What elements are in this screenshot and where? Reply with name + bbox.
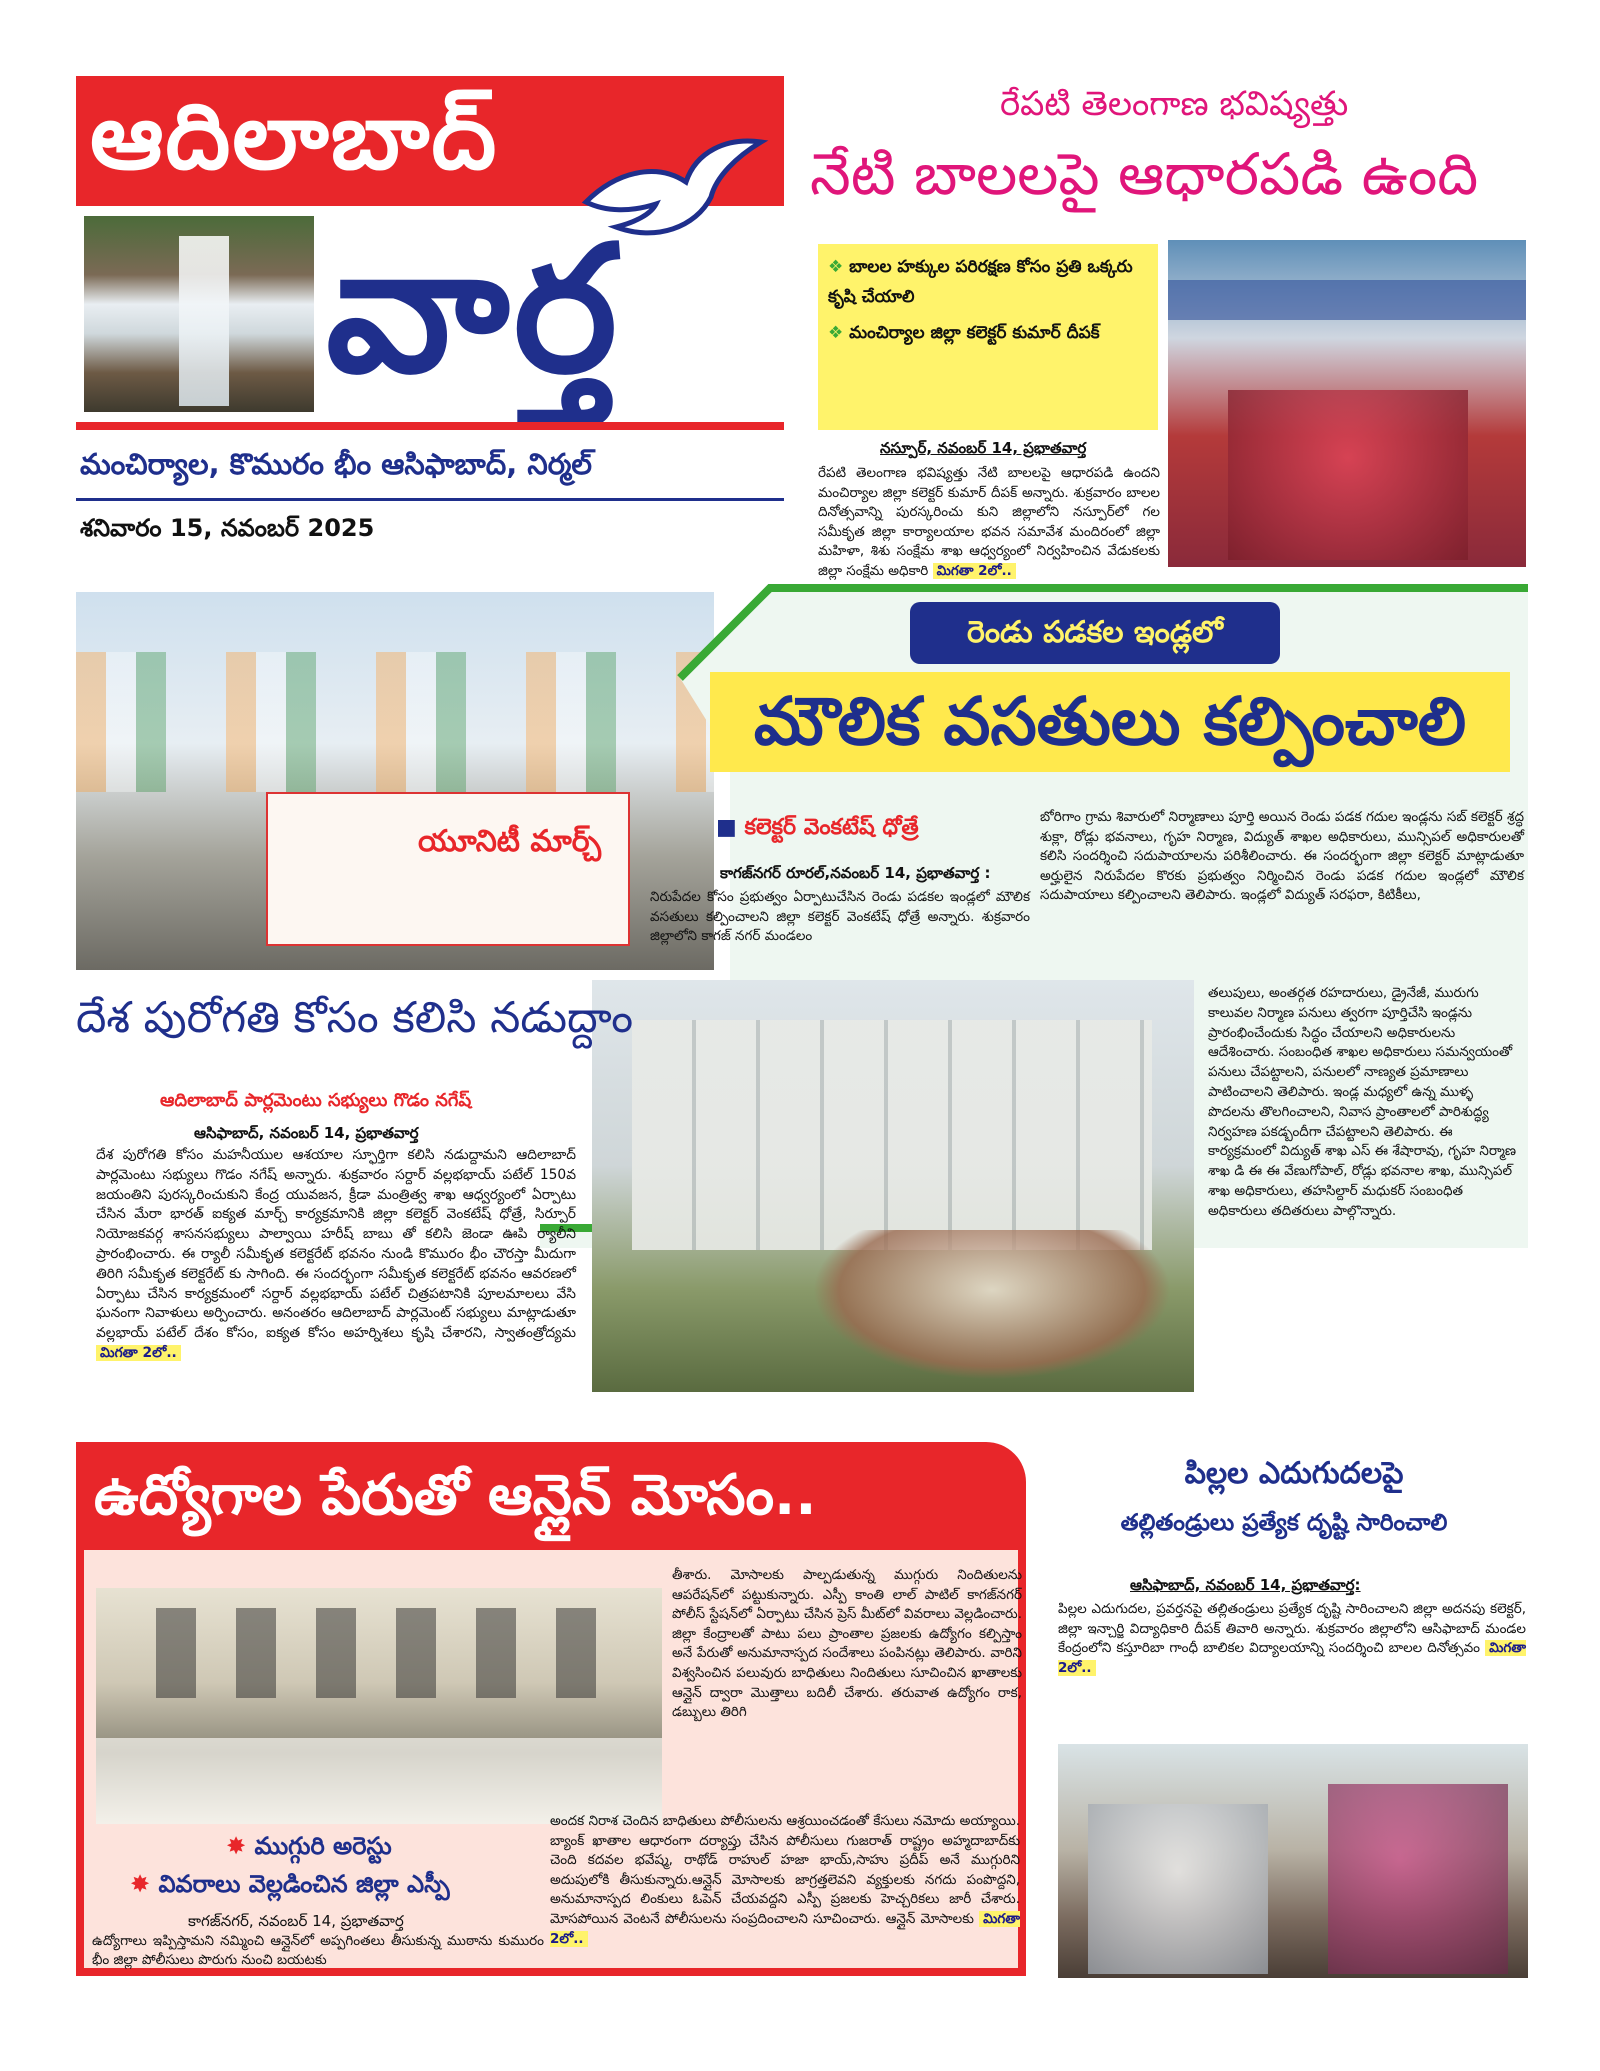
story5-headline-2: తల్లితండ్రులు ప్రత్యేక దృష్టి సారించాలి [1120, 1510, 1448, 1536]
story4-bullet-2: ✸ వివరాలు వెల్లడించిన జిల్లా ఎస్పీ [130, 1870, 450, 1898]
story3-headline: దేశ పురోగతి కోసం కలిసి నడుద్దాం [76, 993, 634, 1043]
story1-dateline: నస్పూర్, నవంబర్ 14, ప్రభాతవార్త [880, 439, 1087, 457]
masthead-bottom-rule [76, 498, 784, 501]
story4-more-link[interactable]: మిగతా 2లో.. [550, 1910, 1020, 1947]
story5-more-link[interactable]: మిగతా 2లో.. [1058, 1640, 1526, 1676]
story1-body: రేపటి తెలంగాణ భవిష్యత్తు నేటి బాలలపై ఆధారపడి ఉందని మంచిర్యాల జిల్లా కలెక్టర్ కుమార్ దీపక్ అన్నారు. శుక్రవారం బాలల దినోత్సవాన్ని పురస్కరించు కుని జిల్లాలోని నస్పూర్‌లో గల సమీకృత జిల్లా కార్యాలయాల భవన సమావేశ మందిరంలో జిల్లా మహిళా, శిశు సంక్షేమ శాఖ ఆధ్వర్యంలో నిర్వహించిన వేడుకలకు జిల్లా సంక్షేమ అధికారి [818, 465, 1160, 579]
star-bullet-icon: ✸ [130, 1870, 151, 1898]
story1-bullet-2: ❖ మంచిర్యాల జిల్లా కలెక్టర్ కుమార్ దీపక్ [828, 323, 1100, 343]
story3-byline: ఆదిలాబాద్ పార్లమెంటు సభ్యులు గొడం నగేష్ [160, 1090, 472, 1111]
story1-bullets-box [818, 244, 1158, 430]
story4-bullet-1: ✸ ముగ్గురి అరెస్టు [226, 1832, 392, 1860]
story5-body-wrap [1058, 1600, 1526, 1700]
story2-kicker: రెండు పడకల ఇండ్లలో [967, 615, 1223, 650]
story1-kicker: రేపటి తెలంగాణ భవిష్యత్తు [1000, 84, 1349, 124]
story1-headline: నేటి బాలలపై ఆధారపడి ఉంది [810, 140, 1479, 208]
story2-body-c: తలుపులు, అంతర్గత రహదారులు, డ్రైనేజీ, మురుగు కాలువల నిర్మాణ పనులు త్వరగా పూర్తిచేసి ఇండ్లను ప్రారంభించేందుకు సిద్ధం చేయాలని అధికారులను ఆదేశించారు. సంబంధిత శాఖల అధికారులు సమన్వయంతో పనులు చేపట్టాలని, పనులలో నాణ్యత ప్రమాణాలు పాటించాలని తెలిపారు. ఇండ్ల మధ్యలో ఉన్న ముళ్ళ పొదలను తొలగించాలని, నివాస ప్రాంతాలలో పారిశుద్ధ్య నిర్వహణ పకడ్బందీగా చేపట్టాలని తెలిపారు. ఈ కార్యక్రమంలో విద్యుత్ శాఖ ఎస్ ఈ శేషారావు, గృహ నిర్మాణ శాఖ డి ఈ ఈ వేణుగోపాల్, రోడ్లు భవనాల శాఖ, మున్సిపల్ శాఖ అధికారులు, తహసిల్దార్ మధుకర్ సంబంధిత అధికారులు తదితరులు పాల్గొన్నారు. [1208, 985, 1517, 1219]
diamond-bullet-icon: ❖ [828, 257, 844, 277]
diamond-bullet-icon: ❖ [828, 323, 844, 343]
waterfall-photo [84, 216, 314, 412]
story2-body-c-wrap [1208, 984, 1524, 1384]
story3-more-link[interactable]: మిగతా 2లో.. [96, 1345, 181, 1361]
story2-byline: ■ కలెక్టర్ వెంకటేష్ ధోత్రే [716, 815, 919, 840]
story2-body-a-wrap [650, 888, 1030, 962]
story2-body-b-wrap [1040, 808, 1524, 984]
story1-photo [1168, 240, 1526, 567]
story4-body-c-wrap [550, 1812, 1020, 1970]
story2-headline: మౌలిక వసతులు కల్పించాలి [710, 672, 1510, 772]
story3-dateline: ఆసిఫాబాద్, నవంబర్ 14, ప్రభాతవార్త [194, 1124, 419, 1142]
story2-body-a: నిరుపేదల కోసం ప్రభుత్వం ఏర్పాటుచేసిన రెండు పడకల ఇండ్లలో మౌలిక వసతులు కల్పించాలని జిల్లా కలెక్టర్ వెంకటేష్ ధోత్రే అన్నారు. శుక్రవారం జిల్లాలోని కాగజ్ నగర్ మండలం [650, 889, 1030, 944]
story2-kicker-box [910, 602, 1280, 664]
unity-march-banner-title: యూనిటీ మార్చ్ [418, 824, 602, 859]
masthead-title-top: ఆదిలాబాద్ [90, 83, 499, 190]
masthead [76, 76, 784, 570]
story4-body-a-wrap [92, 1932, 544, 1972]
story4-dateline: కాగజ్‌నగర్, నవంబర్ 14, ప్రభాతవార్త [188, 1912, 404, 1930]
story4-headline: ఉద్యోగాల పేరుతో ఆన్లైన్ మోసం.. [94, 1463, 817, 1528]
story3-body-wrap [96, 1146, 576, 1432]
police-press-meet-photo [96, 1588, 662, 1824]
story5-headline-1: పిల్లల ఎదుగుదలపై [1184, 1456, 1404, 1491]
masthead-date: శనివారం 15, నవంబర్ 2025 [80, 514, 375, 542]
story5-body: పిల్లల ఎదుగుదల, ప్రవర్తనపై తల్లితండ్రులు ప్రత్యేక దృష్టి సారించాలని జిల్లా అదనపు కలెక్టర్, జిల్లా ఇన్చార్జి విద్యాధికారి దీపక్ తివారి అన్నారు. శుక్రవారం జిల్లాలోని ఆసిఫాబాద్ మండల కేంద్రంలోని కస్తూరిబా గాంధీ బాలికల విద్యాలయాన్ని సందర్శించి బాలల దినోత్సవం [1058, 1601, 1526, 1657]
story1-more-link[interactable]: మిగతా 2లో.. [933, 563, 1016, 579]
school-visit-photo [1058, 1744, 1528, 1978]
story1-body-wrap [818, 464, 1160, 579]
square-bullet-icon: ■ [716, 815, 737, 840]
star-bullet-icon: ✸ [226, 1832, 247, 1860]
housing-inspection-photo [592, 980, 1194, 1392]
story5-dateline: ఆసిఫాబాద్, నవంబర్ 14, ప్రభాతవార్త: [1130, 1576, 1361, 1594]
story-childrens-day [800, 76, 1528, 579]
story4-body-b-wrap [672, 1566, 1022, 1806]
story4-red-banner [76, 1442, 1026, 1550]
masthead-red-rule [76, 422, 784, 430]
story4-body-b: తీశారు. మోసాలకు పాల్పడుతున్న ముగ్గురు నిందితులను ఆపరేషన్‌లో పట్టుకున్నారు. ఎస్పీ కాంతి లాల్ పాటిల్ కాగజ్‌నగర్ పోలీస్ స్టేషన్‌లో ఏర్పాటు చేసిన ప్రెస్ మీట్‌లో వివరాలు వెల్లడించారు. జిల్లా కేంద్రాలతో పాటు పలు ప్రాంతాల ప్రజలకు ఉద్యోగం కల్పిస్తాం అనే పేరుతో అనుమానాస్పద సందేశాలు పంపినట్లు తెలిపారు. వారిని విశ్వసించిన పలువురు బాధితులు నిందితులు సూచించిన ఖాతాలకు ఆన్లైన్ ద్వారా మొత్తాలు బదిలీ చేశారు. తరువాత ఉద్యోగం రాక, డబ్బులు తిరిగి [672, 1567, 1022, 1721]
masthead-districts: మంచిర్యాల, కొమురం భీం ఆసిఫాబాద్, నిర్మల్ [80, 447, 592, 481]
masthead-title-main: వార్త [326, 209, 622, 412]
story2-dateline: కాగజ్‌నగర్ రూరల్,నవంబర్ 14, ప్రభాతవార్త : [720, 864, 991, 882]
story3-body: దేశ పురోగతి కోసం మహనీయుల ఆశయాల స్ఫూర్తిగా కలిసి నడుద్దామని ఆదిలాబాద్ పార్లమెంటు సభ్యులు గొడం నగేష్ అన్నారు. శుక్రవారం సర్దార్ వల్లభభాయ్ పటేల్ 150వ జయంతిని పురస్కరించుకుని కేంద్ర యువజన, క్రీడా మంత్రిత్వ శాఖ ఆధ్వర్యంలో ఏర్పాటు చేసిన మేరా భారత్ ఐక్యత మార్చ్ కార్యక్రమానికి జిల్లా కలెక్టర్ వెంకటేష్ ధోత్రే, సిర్పూర్ నియోజకవర్గ శాసనసభ్యులు పాల్వాయి హరీష్ బాబు తో కలిసి జెండా ఊపి ర్యాలీని ప్రారంభించారు. ఈ ర్యాలీ సమీకృత కలెక్టరేట్ భవనం నుండి కొమురం భీం చౌరస్తా మీదుగా తిరిగి సమీకృత కలెక్టరేట్ కు సాగింది. ఈ సందర్భంగా సమీకృత కలెక్టరేట్ భవనం ఆవరణలో ఏర్పాటు చేసిన కార్యక్రమంలో సర్దార్ వల్లభభాయ్ పటేల్ చిత్రపటానికి పూలమాలలు వేసి ఘనంగా నివాళులు అర్పించారు. అనంతరం ఆదిలాబాద్ పార్లమెంట్ సభ్యులు మాట్లాడుతూ వల్లభాయ్ పటేల్ దేశం కోసం, ఐక్యత కోసం అహర్నిశలు కృషి చేశారని, స్వాతంత్రోద్యమ [96, 1147, 576, 1342]
story1-bullet-1: ❖ బాలల హక్కుల పరిరక్షణ కోసం ప్రతి ఒక్కరు కృషి చేయాలి [828, 257, 1133, 307]
story4-body-a: ఉద్యోగాలు ఇప్పిస్తామని నమ్మించి ఆన్లైన్‌లో అప్పగింతలు తీసుకున్న ముఠాను కుమురం భీం జిల్లా పోలీసులు పొరుగు నుంచి బయటకు [92, 1933, 544, 1968]
story4-body-c: అందక నిరాశ చెందిన బాధితులు పోలీసులను ఆశ్రయించడంతో కేసులు నమోదు అయ్యాయి. బ్యాంక్ ఖాతాల ఆధారంగా దర్యాప్తు చేసిన పోలీసులు గుజరాత్ రాష్ట్రం అహ్మదాబాద్‌కు చెంది కదవల భవేష్మ, రాథోడ్ రాహుల్ హజా భాయ్,సాహు ప్రదీప్ అనే ముగ్గురిని అదుపులోకి తీసుకున్నారు.ఆన్లైన్ మోసాలకు జాగ్రత్తలెవని వ్యక్తులకు నగదు పంపొద్దని, అనుమానాస్పద లింకులు ఓపెన్ చేయవద్దని ఎస్పీ ప్రజలకు హెచ్చరికలు జారీ చేశారు. మోసపోయిన వెంటనే పోలీసులను సంప్రదించాలని సూచించారు. ఆన్లైన్ మోసాలకు [550, 1813, 1020, 1927]
story2-body-b: బోరిగాం గ్రామ శివారులో నిర్మాణాలు పూర్తి అయిన రెండు పడక గదుల ఇండ్లను సబ్ కలెక్టర్ శ్రద్ధ శుక్లా, రోడ్లు భవనాలు, గృహ నిర్మాణ, విద్యుత్ శాఖల అధికారులు, మున్సిపల్ అధికారులతో కలిసి సందర్శించి సదుపాయాలను పరిశీలించారు. ఈ సందర్భంగా జిల్లా కలెక్టర్ మాట్లాడుతూ అర్హులైన నిరుపేదల కొరకు ప్రభుత్వం నిర్మించిన రెండు పడక గదుల ఇండ్లలో మౌలిక సదుపాయాలు కల్పించాలని తెలిపారు. ఇండ్లలో విద్యుత్ సరఫరా, కిటికీలు, [1040, 809, 1524, 903]
